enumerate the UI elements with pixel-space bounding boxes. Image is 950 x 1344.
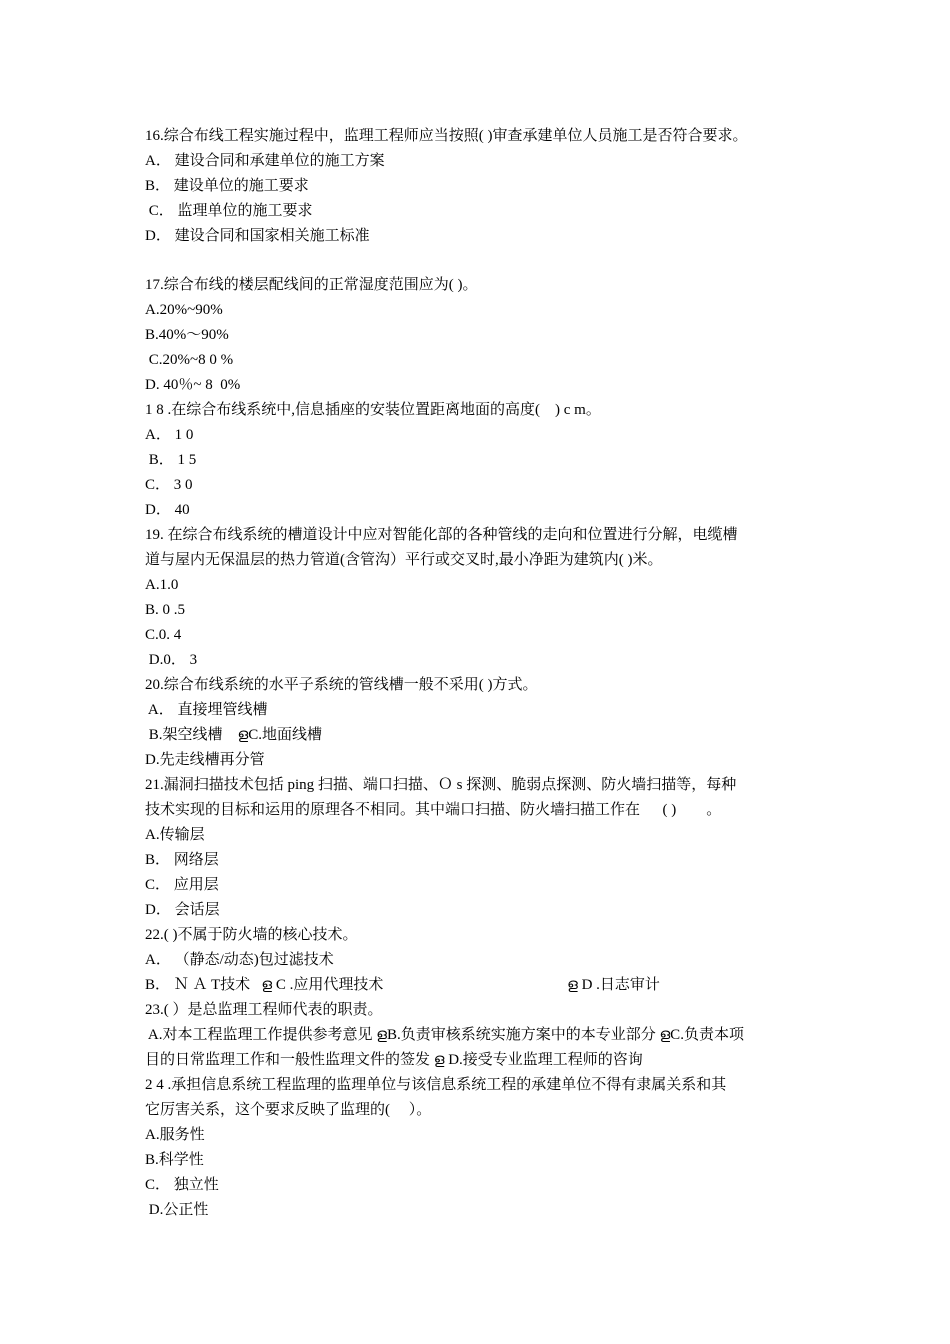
question-20-stem: 20.综合布线系统的水平子系统的管线槽一般不采用( )方式。 [145, 677, 538, 693]
question-21-option-b: B． 网络层 [145, 852, 219, 868]
question-16-option-c: C． 监理单位的施工要求 [145, 203, 313, 219]
question-17-option-c: C.20%~8 0 % [145, 352, 234, 368]
question-22-options-b-c-d: B． Ｎ Ａ T技术 ള C .应用代理技术 ള D .日志审计 [145, 977, 660, 993]
question-24-option-a: A.服务性 [145, 1127, 205, 1143]
question-22-stem: 22.( )不属于防火墙的核心技术。 [145, 927, 358, 943]
question-19-option-c: C.0. 4 [145, 627, 182, 643]
question-23-options-line-2: 目的日常监理工作和一般性监理文件的签发 ള D.接受专业监理工程师的咨询 [145, 1052, 643, 1068]
question-19-option-a: A.1.0 [145, 577, 179, 593]
question-24-option-b: B.科学性 [145, 1152, 204, 1168]
question-19-stem-line-1: 19. 在综合布线系统的槽道设计中应对智能化部的各种管线的走向和位置进行分解，电缆槽 [145, 527, 738, 543]
question-20-options-b-c: B.架空线槽 ളC.地面线槽 [145, 727, 322, 743]
question-19-option-d: D.0． 3 [145, 652, 198, 668]
question-21-stem-line-2: 技术实现的目标和运用的原理各不相同。其中端口扫描、防火墙扫描工作在 ( ) 。 [145, 802, 722, 818]
question-23-stem: 23.( ）是总监理工程师代表的职责。 [145, 1002, 383, 1018]
question-16-option-a: A． 建设合同和承建单位的施工方案 [145, 153, 385, 169]
question-17-stem: 17.综合布线的楼层配线间的正常湿度范围应为( )。 [145, 277, 478, 293]
question-21-option-d: D． 会话层 [145, 902, 220, 918]
question-17-option-d: D. 40％~ 8 0% [145, 377, 241, 393]
question-19-option-b: B. 0 .5 [145, 602, 186, 618]
question-21-stem-line-1: 21.漏洞扫描技术包括 ping 扫描、端口扫描、Ｏ s 探测、脆弱点探测、防火墙扫描等，每种 [145, 777, 737, 793]
question-17-option-b: B.40%～90% [145, 327, 229, 343]
question-18-stem: 1 8 .在综合布线系统中,信息插座的安装位置距离地面的高度( ) c m。 [145, 402, 601, 418]
question-17-option-a: A.20%~90% [145, 302, 223, 318]
document-body [145, 124, 815, 1223]
question-16-option-d: D． 建设合同和国家相关施工标准 [145, 228, 370, 244]
question-18-option-d: D． 40 [145, 502, 190, 518]
question-18-option-a: A． 1 0 [145, 427, 194, 443]
question-24-option-c: C． 独立性 [145, 1177, 219, 1193]
question-16-stem: 16.综合布线工程实施过程中，监理工程师应当按照( )审查承建单位人员施工是否符合要求。 [145, 128, 748, 144]
question-20-option-d: D.先走线槽再分管 [145, 752, 265, 768]
question-23-options-line-1: A.对本工程监理工作提供参考意见 ളB.负责审核系统实施方案中的本专业部分 ളC.负责本项 [145, 1027, 744, 1043]
question-18-option-c: C． 3 0 [145, 477, 193, 493]
question-16-option-b: B． 建设单位的施工要求 [145, 178, 309, 194]
question-22-option-a: A． （静态/动态)包过滤技术 [145, 952, 334, 968]
question-21-option-c: C． 应用层 [145, 877, 219, 893]
question-24-stem-line-1: 2 4 .承担信息系统工程监理的监理单位与该信息系统工程的承建单位不得有隶属关系和其 [145, 1077, 727, 1093]
question-21-option-a: A.传输层 [145, 827, 205, 843]
blank-line [145, 249, 815, 273]
question-20-option-a: A． 直接埋管线槽 [145, 702, 268, 718]
question-19-stem-line-2: 道与屋内无保温层的热力管道(含管沟）平行或交叉时,最小净距为建筑内( )米。 [145, 552, 663, 568]
question-24-stem-line-2: 它厉害关系，这个要求反映了监理的( ）。 [145, 1102, 432, 1118]
question-24-option-d: D.公正性 [145, 1202, 209, 1218]
question-18-option-b: B． 1 5 [145, 452, 197, 468]
